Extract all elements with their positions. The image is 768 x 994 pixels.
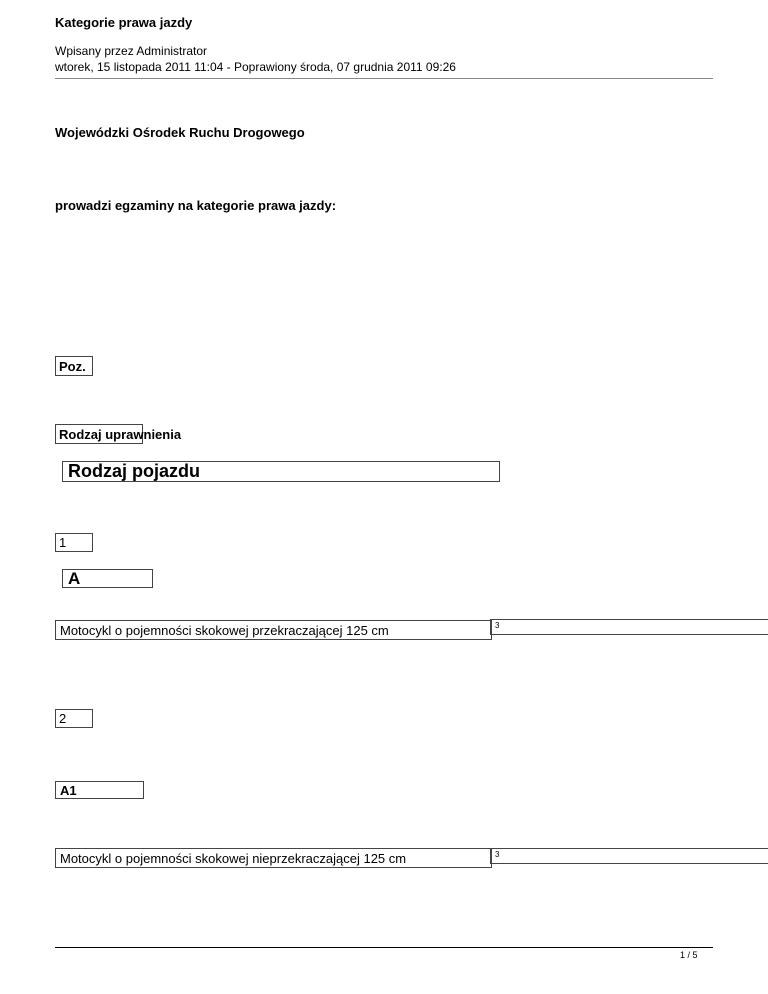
dates-line: wtorek, 15 listopada 2011 11:04 - Poprawiony środa, 07 grudnia 2011 09:26: [55, 60, 456, 74]
author-line: Wpisany przez Administrator: [55, 44, 208, 58]
row-1-position: 1: [55, 533, 93, 552]
row-1-superscript: 3: [490, 619, 768, 635]
page-indicator: 1 / 5: [680, 950, 698, 960]
row-2-position: 2: [55, 709, 93, 728]
footer-divider: [55, 947, 713, 948]
header-divider: [55, 78, 713, 79]
header-position: Poz.: [55, 356, 93, 376]
header-vehicle-type: Rodzaj pojazdu: [62, 461, 500, 482]
organization-name: Wojewódzki Ośrodek Ruchu Drogowego: [55, 125, 305, 140]
row-1-description: Motocykl o pojemności skokowej przekraczającej 125 cm: [55, 620, 492, 640]
row-2-description: Motocykl o pojemności skokowej nieprzekraczającej 125 cm: [55, 848, 492, 868]
row-1-category: A: [62, 569, 153, 588]
row-2-category: A1: [55, 781, 144, 799]
row-2-superscript: 3: [490, 848, 768, 864]
header-permission-type: Rodzaj uprawnienia: [55, 424, 143, 444]
document-title: Kategorie prawa jazdy: [55, 15, 193, 30]
lead-sentence: prowadzi egzaminy na kategorie prawa jazdy:: [55, 198, 337, 213]
